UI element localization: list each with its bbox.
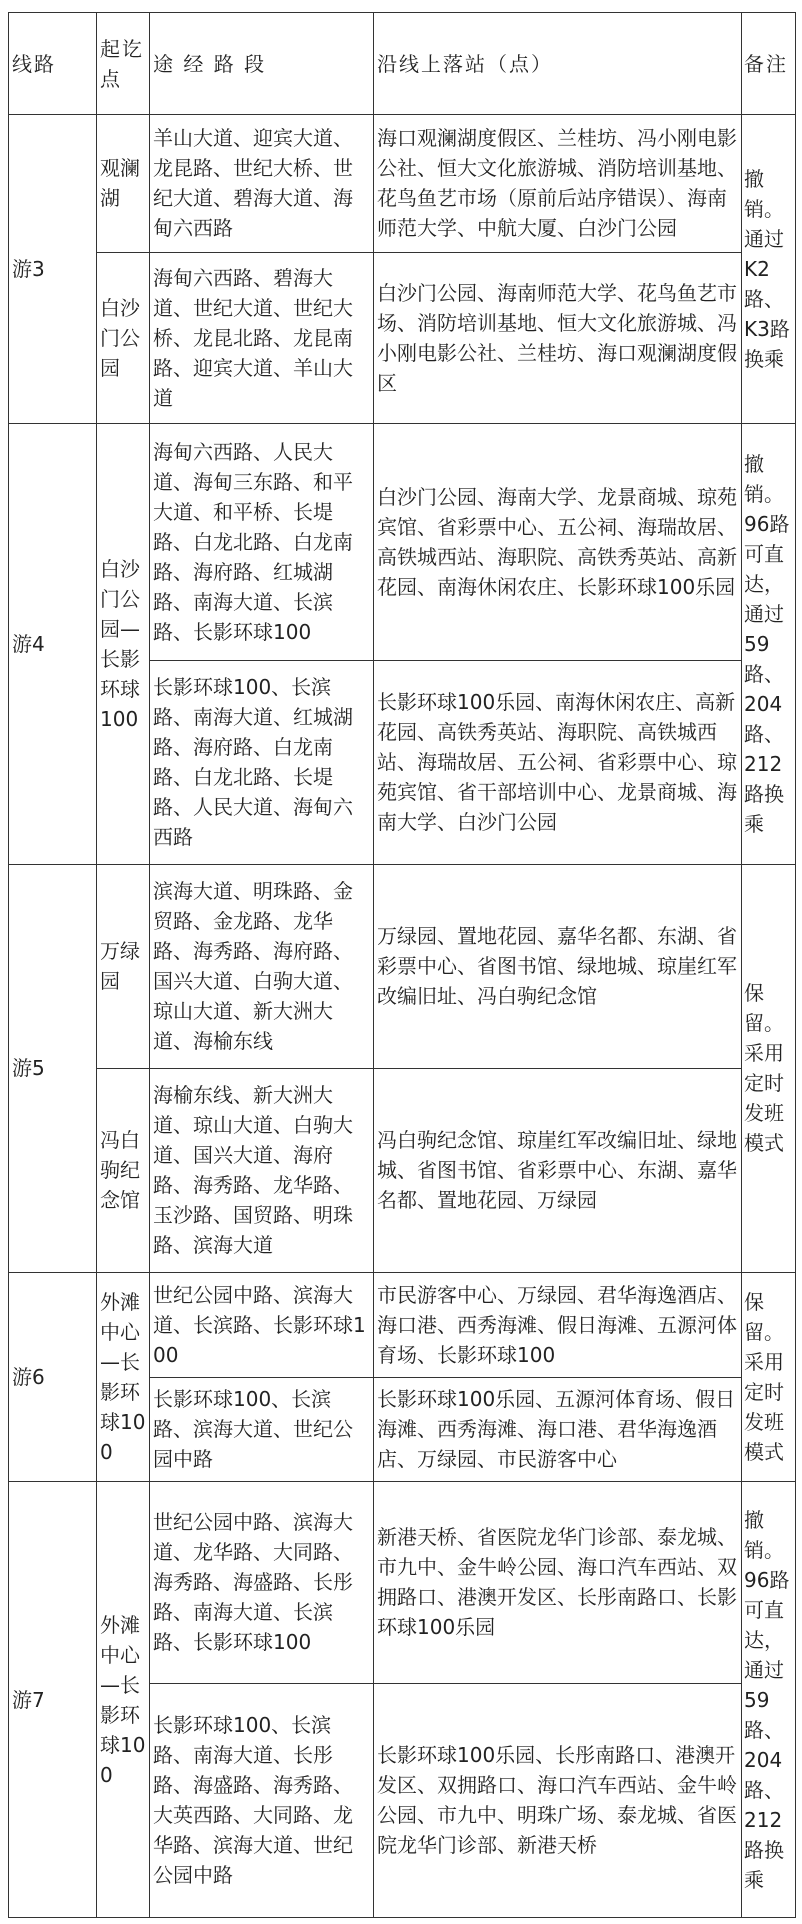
route-via: 长影环球100、长滨路、滨海大道、世纪公园中路	[150, 1377, 374, 1482]
route-stops: 白沙门公园、海南大学、龙景商城、琼苑宾馆、省彩票中心、五公祠、海瑞故居、高铁城西站、海职院、高铁秀英站、高新花园、南海休闲农庄、长影环球100乐园	[374, 423, 742, 660]
table-row	[9, 423, 796, 660]
route-stops: 海口观澜湖度假区、兰桂坊、冯小刚电影公社、恒大文化旅游城、消防培训基地、花鸟鱼艺市场（原前后站序错误）、海南师范大学、中航大厦、白沙门公园	[374, 115, 742, 253]
route-stops: 新港天桥、省医院龙华门诊部、泰龙城、市九中、金牛岭公园、海口汽车西站、双拥路口、港澳开发区、长彤南路口、长影环球100乐园	[374, 1482, 742, 1683]
route-start: 冯白驹纪念馆	[97, 1068, 150, 1272]
route-stops: 长影环球100乐园、南海休闲农庄、高新花园、高铁秀英站、海职院、高铁城西站、海瑞故居、五公祠、省彩票中心、琼苑宾馆、省干部培训中心、龙景商城、海南大学、白沙门公园	[374, 660, 742, 864]
route-note: 撤销。通过K2路、K3路换乘	[742, 115, 796, 424]
route-line: 游4	[9, 423, 97, 864]
route-note: 撤销。96路可直达，通过59路、204路、212路换乘	[742, 1482, 796, 1918]
header-line: 线路	[9, 13, 97, 115]
route-via: 羊山大道、迎宾大道、龙昆路、世纪大桥、世纪大道、碧海大道、海甸六西路	[150, 115, 374, 253]
route-start: 白沙门公园	[97, 252, 150, 423]
route-stops: 长影环球100乐园、长彤南路口、港澳开发区、双拥路口、海口汽车西站、金牛岭公园、市九中、明珠广场、泰龙城、省医院龙华门诊部、新港天桥	[374, 1683, 742, 1917]
route-via: 长影环球100、长滨路、南海大道、长彤路、海盛路、海秀路、大英西路、大同路、龙华路、滨海大道、世纪公园中路	[150, 1683, 374, 1917]
route-start: 观澜湖	[97, 115, 150, 253]
route-line: 游5	[9, 864, 97, 1272]
table-row	[9, 1068, 796, 1272]
route-start: 万绿园	[97, 864, 150, 1068]
route-line: 游3	[9, 115, 97, 424]
route-note: 保留。采用定时发班模式	[742, 1272, 796, 1482]
route-via: 世纪公园中路、滨海大道、长滨路、长影环球100	[150, 1272, 374, 1377]
route-via: 长影环球100、长滨路、南海大道、红城湖路、海府路、白龙南路、白龙北路、长堤路、人民大道、海甸六西路	[150, 660, 374, 864]
bus-route-table	[8, 12, 796, 1918]
route-start: 外滩中心—长影环球100	[97, 1482, 150, 1918]
table-row	[9, 1482, 796, 1683]
table-row	[9, 115, 796, 253]
route-stops: 万绿园、置地花园、嘉华名都、东湖、省彩票中心、省图书馆、绿地城、琼崖红军改编旧址、冯白驹纪念馆	[374, 864, 742, 1068]
route-stops: 冯白驹纪念馆、琼崖红军改编旧址、绿地城、省图书馆、省彩票中心、东湖、嘉华名都、置地花园、万绿园	[374, 1068, 742, 1272]
header-stops: 沿线上落站（点）	[374, 13, 742, 115]
route-line: 游6	[9, 1272, 97, 1482]
header-note: 备注	[742, 13, 796, 115]
route-line: 游7	[9, 1482, 97, 1918]
route-via: 海甸六西路、人民大道、海甸三东路、和平大道、和平桥、长堤路、白龙北路、白龙南路、海府路、红城湖路、南海大道、长滨路、长影环球100	[150, 423, 374, 660]
route-via: 滨海大道、明珠路、金贸路、金龙路、龙华路、海秀路、海府路、国兴大道、白驹大道、琼山大道、新大洲大道、海榆东线	[150, 864, 374, 1068]
route-note: 保留。采用定时发班模式	[742, 864, 796, 1272]
table-row	[9, 252, 796, 423]
route-note: 撤销。96路可直达，通过59路、204路、212路换乘	[742, 423, 796, 864]
route-start: 白沙门公园—长影环球100	[97, 423, 150, 864]
table-row	[9, 864, 796, 1068]
route-stops: 市民游客中心、万绿园、君华海逸酒店、海口港、西秀海滩、假日海滩、五源河体育场、长影环球100	[374, 1272, 742, 1377]
route-via: 世纪公园中路、滨海大道、龙华路、大同路、海秀路、海盛路、长彤路、南海大道、长滨路、长影环球100	[150, 1482, 374, 1683]
route-stops: 长影环球100乐园、五源河体育场、假日海滩、西秀海滩、海口港、君华海逸酒店、万绿园、市民游客中心	[374, 1377, 742, 1482]
header-start: 起讫点	[97, 13, 150, 115]
route-stops: 白沙门公园、海南师范大学、花鸟鱼艺市场、消防培训基地、恒大文化旅游城、冯小刚电影公社、兰桂坊、海口观澜湖度假区	[374, 252, 742, 423]
route-via: 海甸六西路、碧海大道、世纪大道、世纪大桥、龙昆北路、龙昆南路、迎宾大道、羊山大道	[150, 252, 374, 423]
header-via: 途 经 路 段	[150, 13, 374, 115]
route-via: 海榆东线、新大洲大道、琼山大道、白驹大道、国兴大道、海府路、海秀路、龙华路、玉沙路、国贸路、明珠路、滨海大道	[150, 1068, 374, 1272]
table-row	[9, 1272, 796, 1377]
header-row	[9, 13, 796, 115]
route-start: 外滩中心—长影环球100	[97, 1272, 150, 1482]
